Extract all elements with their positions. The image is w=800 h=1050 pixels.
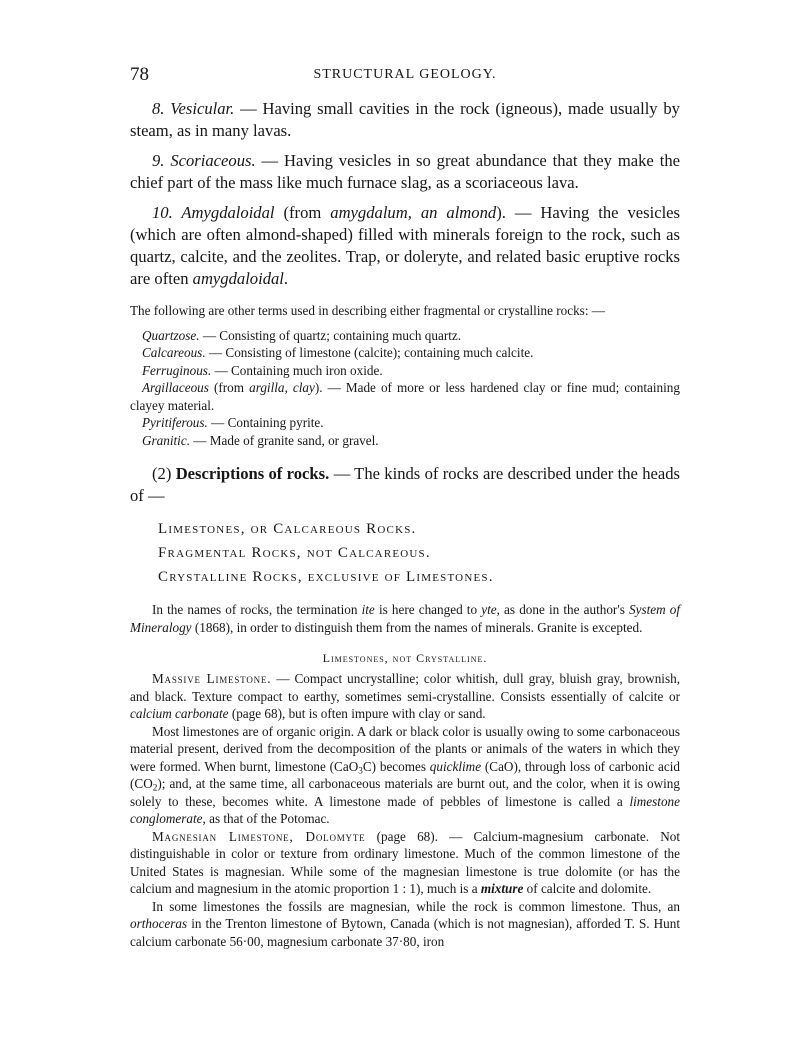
term-quartzose: Quartzose. — Consisting of quartz; containing much quartz. (142, 327, 462, 343)
term-scoriaceous: 9. Scoriaceous. (152, 151, 256, 170)
massive-limestone-paragraph: Massive Limestone. — Compact uncrystalline; color whitish, dull gray, bluish gray, brownish, and black. Texture compact to earthy, sometimes semi-crystalline. Consists essentially of calcite or calcium carbonate (page 68), but is often impure with clay or sand. (130, 671, 680, 721)
fossils-paragraph: In some limestones the fossils are magnesian, while the rock is common limestone. Thus, an orthoceras in the Trenton limestone of Bytown, Canada (which is not magnesian), afforded T. S. Hunt calcium carbonate 56·00, magnesium carbonate 37·80, iron (130, 898, 680, 949)
magnesian-limestone-paragraph: Magnesian Limestone, Dolomyte (page 68). — Calcium-magnesium carbonate. Not distinguishable in color or texture from ordinary limestone. Much of the common limestone of the United States is magnesian. While some of the magnesian limestone is true dolomite (or has the calcium and magnesium in the atomic proportion 1 : 1), much is a mixture of calcite and dolomite. (130, 828, 680, 896)
organic-origin-paragraph: Most limestones are of organic origin. A dark or black color is usually owing to some carbonaceous material present, derived from the decomposition of the plants or animals of the waters in which they were formed. When burnt, limestone (CaO$_3$C) becomes quicklime (CaO), through loss of carbonic acid $(CO_2)$; and, at the same time, all carbonaceous materials are burnt out, and the color, when it is owing solely to these, becomes white. A limestone made of pebbles of limestone is called a limestone conglomerate, as that of the Potomac. (130, 723, 681, 826)
definition-text: — Having small cavities in the rock (igneous), made usually by steam, as in many lavas. (130, 99, 680, 140)
other-terms-intro: The following are other terms used in describing either fragmental or crystalline rocks: — (130, 303, 605, 318)
rock-name: Massive Limestone. (152, 671, 272, 686)
definition-text: — Having vesicles in so great abundance that they make the chief part of the mass like much furnace slag, as a scoriaceous lava. (130, 151, 680, 192)
rock-class-item: Crystalline Rocks, exclusive of Limestones. (158, 569, 494, 585)
term-vesicular: 8. Vesicular. (152, 99, 235, 118)
definition-vesicular (130, 98, 680, 142)
term-argillaceous: Argillaceous (from argilla, clay). — Made of more or less hardened clay or fine mud; containing clayey material. (130, 380, 680, 413)
section-title: Limestones, not Crystalline. (322, 651, 488, 665)
descriptions-heading: (2) Descriptions of rocks. — The kinds of rocks are described under the heads of — (130, 464, 680, 505)
definition-amygdaloidal: 10. Amygdaloidal (from amygdalum, an almond). — Having the vesicles (which are often almond-shaped) filled with minerals foreign to the rock, such as quartz, calcite, and the zeolites. Trap, or doleryte, and related basic eruptive rocks are often amygdaloidal. (130, 203, 681, 288)
rock-name: Magnesian Limestone, Dolomyte (152, 828, 366, 844)
term-ferruginous: Ferruginous. — Containing much iron oxide. (142, 362, 383, 378)
running-head: STRUCTURAL GEOLOGY. (313, 67, 497, 82)
naming-note: In the names of rocks, the termination ite is here changed to yte, as done in the author's System of Mineralogy (1868), in order to distinguish them from the names of minerals. Granite is excepted. (130, 602, 681, 635)
page-number: 78 (130, 64, 149, 85)
page-header (130, 64, 680, 90)
term-amygdaloidal: 10. Amygdaloidal (152, 203, 275, 222)
rock-class-item: Fragmental Rocks, not Calcareous. (158, 545, 431, 561)
term-calcareous: Calcareous. — Consisting of limestone (calcite); containing much calcite. (142, 345, 534, 360)
term-amygdaloidal-inline: amygdaloidal (192, 269, 284, 288)
rock-class-item: Limestones, or Calcareous Rocks. (158, 521, 417, 537)
rock-class-list (158, 517, 680, 589)
definition-scoriaceous (130, 150, 680, 194)
term-granitic: Granitic. — Made of granite sand, or gravel. (142, 432, 379, 448)
term-pyritiferous: Pyritiferous. — Containing pyrite. (142, 415, 324, 430)
etymology: amygdalum, an almond (330, 203, 497, 222)
book-title: System of Mineralogy (130, 602, 681, 635)
other-terms-list (130, 327, 680, 450)
descriptions-title: Descriptions of rocks. (175, 464, 330, 483)
